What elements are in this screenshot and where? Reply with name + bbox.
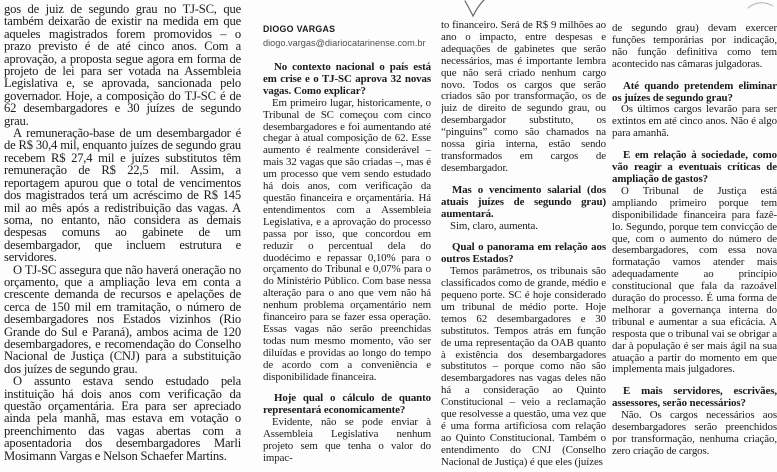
article-column-3 — [441, 20, 606, 469]
interview-answer: Sim, claro, aumenta. — [450, 219, 538, 232]
interview-answer: Temos parâmetros, os tribunais são classificados como de grande, médio e pequeno porte. SC é hoje considerado um tribunal de médio porte. Hoje temos 62 desembargadores e 30 substitutos. Tempos atrás em função de uma representação da OAB quanto à existência dos desembargadores substitutos – porque como não são desembargadores nas vagas deles não há a consideração ao Quinto Constitucional – veio a reclamação que resolvesse a questão, uma vez que é uma forma artificiosa com relação ao Quinto Constitucional. Também o entendimento do CNJ (Conselho Nacional de Justiça) é que eles (juízes — [441, 265, 606, 468]
byline-email: diogo.vargas@diariocatarinense.com.br — [263, 38, 426, 48]
interview-answer: Não. Os cargos necessários aos desembargadores serão preenchidos por transformação, nenhuma criação, zero criação de cargos. — [612, 409, 777, 457]
body-paragraph: to financeiro. Será de R$ 9 milhões ao ano o impacto, entre despesas e adequações de gabinetes que serão necessários, mas é importante lembra que não será criado nenhum cargo novo. Todos os cargos que serão criados são por transformação, os de juiz de direito de segundo grau, ou desembargador substituto, os “pinguins” como são chamados na nossa gíria interna, estão sendo transformados em cargos de desembargador. — [441, 20, 606, 174]
body-paragraph: de segundo grau) devam exercer funções temporárias por indicação, não função definitiva como tem acontecido nas câmaras julgadoras. — [612, 23, 777, 70]
interview-question: E em relação à sociedade, como vão reagir a eventuais críticas de ampliação de gastos? — [612, 149, 777, 185]
byline-author: DIOGO VARGAS — [263, 24, 336, 34]
body-paragraph: O TJ-SC assegura que não haverá oneração no orçamento, que a ampliação leva em conta a crescente demanda de recursos e apelações de cerca de 150 mil em tramitação, o número de desembargadores nos Estados vizinhos (Rio Grande do Sul e Paraná), ambos acima de 120 desembargadores, e recomendação do Conselho Nacional de Justiça (CNJ) para a substituição dos juízes de segundo grau. — [4, 262, 241, 376]
article-column-4 — [612, 23, 777, 469]
interview-question: Até quando pretendem eliminar os juízes de segundo grau? — [612, 79, 777, 104]
interview-question: Qual o panorama em relação aos outros Estados? — [441, 241, 606, 266]
interview-question: Hoje qual o cálculo de quanto representará economicamente? — [263, 392, 431, 417]
interview-answer: Em primeiro lugar, historicamente, o Tribunal de SC começou com cinco desembargadores e foi aumentando até chegar à atual composição de 62. Esse aumento é realmente considerável – mais 32 vagas que são criadas –, mas é um processo que vem sendo estudado há dois anos, com verificação da questão financeira e orçamentária. Há entendimentos com a Assembleia Legislativa, e a aprovação do processo passa por isso, que concordou em reduzir o percentual dela do duodécimo e repassar 0,10% para o orçamento do Tribunal e 0,07% para o do Ministério Público. Com base nessa alteração para o ano que vem não há nenhum problema orçamentário nem financeiro para se fazer essa operação. Essas vagas não serão preenchidas todas num mesmo momento, vão ser diluídas e providas ao longo do tempo de acordo com a conveniência e disponibilidade financeira. — [263, 96, 431, 383]
interview-question: E mais servidores, escrivães, assessores, serão necessários? — [612, 385, 777, 410]
pen-check-mark-icon — [459, 0, 495, 18]
interview-answer: Evidente, não se pode enviar à Assembleia Legislativa nenhum projeto sem que tenha o valor do impac- — [263, 416, 431, 464]
interview-answer: O Tribunal de Justiça está ampliando primeiro porque tem disponibilidade financeira para fazê-lo. Segundo, porque tem convicção de que, com o aumento do número de desembargadores, com essa nova formatação vamos atender mais adequadamente ao princípio constitucional que fala da razoável duração do processo. É uma forma de melhorar a governança interna do tribunal e aumentar a sua eficácia. A resposta que o tribunal vai se obrigar a dar à população é ser mais ágil na sua atuação a partir do momento em que implementa mais julgadores. — [612, 184, 777, 376]
body-paragraph: O assunto estava sendo estudado pela instituição há dois anos com verificação da questão orçamentária. Era para ser apreciado ainda pela manhã, mas estava em votação o preenchimento das vagas abertas com a aposentadoria dos desembargadores Marli Mosimann Vargas e Nelson Schaefer Martins. — [4, 374, 241, 463]
article-column-1 — [4, 3, 241, 469]
interview-question: No contexto nacional o país está em crise e o TJ-SC aprova 32 novas vagas. Como explicar? — [263, 61, 431, 97]
body-paragraph: gos de juiz de segundo grau no TJ-SC, que também deixarão de existir na medida em que aqueles magistrados forem promovidos – o prazo previsto é de até cinco anos. Com a aprovação, a proposta segue agora em forma de projeto de lei para ser votada na Assembleia Legislativa e, se aprovada, sancionada pelo governador. Hoje, a composição do TJ-SC é de 62 desembargadores e 30 juízes de segundo grau. — [4, 3, 241, 128]
article-column-2 — [263, 24, 431, 469]
body-paragraph: A remuneração-base de um desembargador é de R$ 30,4 mil, enquanto juízes de segundo grau recebem R$ 27,4 mil e juízes substitutos têm remuneração de R$ 22,5 mil. Assim, a reportagem apurou que o total de vencimentos dos magistrados terá um acréscimo de R$ 145 mil ao mês após a redistribuição das vagas. A soma, no entanto, não considera as demais despesas comuns ao gabinete de um desembargador, que incluem estrutura e servidores. — [4, 126, 241, 265]
interview-answer: Os últimos cargos levarão para ser extintos em até cinco anos. Não é algo para amanhã. — [612, 103, 777, 140]
interview-question: Mas o vencimento salarial (dos atuais juízes de segundo grau) aumentará. — [441, 183, 606, 220]
pen-stroke-icon — [747, 0, 775, 10]
